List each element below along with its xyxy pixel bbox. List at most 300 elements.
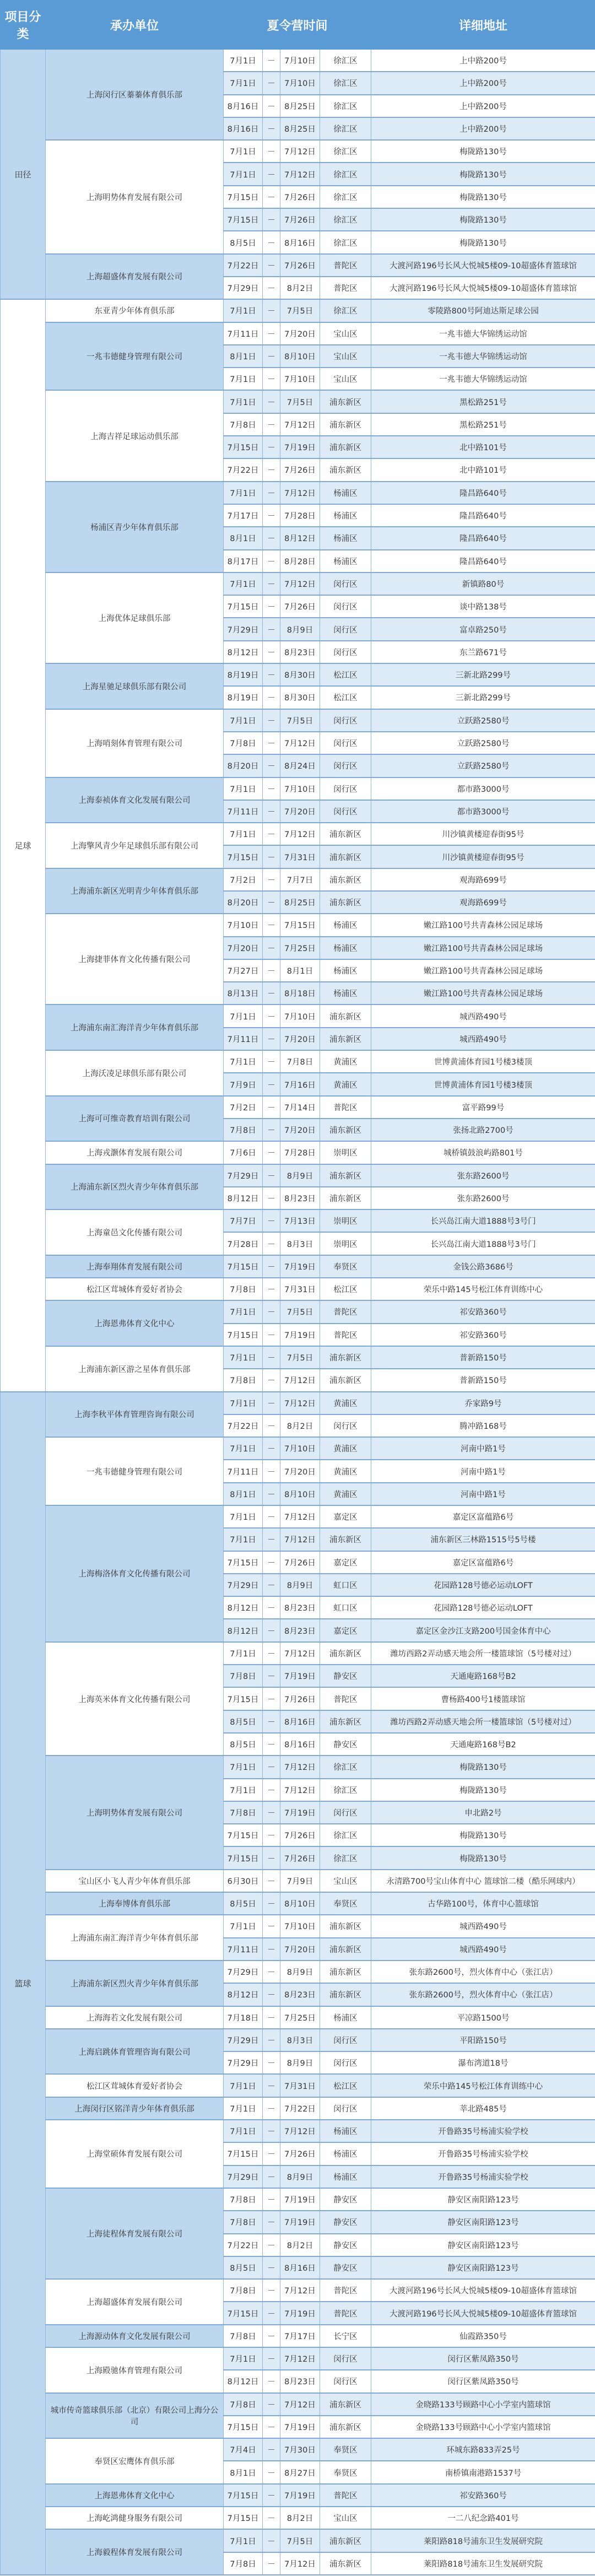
address-cell: 新镇路80号 xyxy=(371,573,595,595)
district-cell: 黄浦区 xyxy=(320,1073,371,1095)
date-separator: － xyxy=(263,1028,280,1050)
date-separator: － xyxy=(263,2461,280,2483)
date-separator: － xyxy=(263,663,280,686)
address-cell: 梅陇路130号 xyxy=(371,231,595,253)
start-date-cell: 7月15日 xyxy=(224,436,263,458)
date-separator: － xyxy=(263,914,280,936)
district-cell: 普陀区 xyxy=(320,1096,371,1119)
date-separator: － xyxy=(263,1528,280,1551)
start-date-cell: 7月8日 xyxy=(224,1278,263,1300)
category-cell: 足球 xyxy=(1,299,46,1391)
table-header-row xyxy=(1,1,595,50)
table-row xyxy=(1,663,595,686)
start-date-cell: 8月12日 xyxy=(224,1619,263,1641)
end-date-cell: 7月5日 xyxy=(280,2529,320,2552)
district-cell: 杨浦区 xyxy=(320,504,371,527)
start-date-cell: 8月1日 xyxy=(224,345,263,368)
end-date-cell: 7月10日 xyxy=(280,368,320,390)
date-separator: － xyxy=(263,618,280,640)
start-date-cell: 7月1日 xyxy=(224,390,263,413)
table-row xyxy=(1,1392,595,1414)
start-date-cell: 7月8日 xyxy=(224,1369,263,1391)
date-separator: － xyxy=(263,1437,280,1460)
end-date-cell: 7月7日 xyxy=(280,868,320,891)
address-cell: 城西路490号 xyxy=(371,1938,595,1961)
address-cell: 金钱公路3686号 xyxy=(371,1255,595,1278)
start-date-cell: 7月8日 xyxy=(224,1801,263,1824)
organizer-cell: 上海沃凌足球俱乐部有限公司 xyxy=(46,1050,224,1096)
end-date-cell: 7月10日 xyxy=(280,72,320,94)
end-date-cell: 8月30日 xyxy=(280,686,320,709)
start-date-cell: 7月8日 xyxy=(224,2393,263,2416)
address-cell: 张扬北路2700号 xyxy=(371,1119,595,1141)
date-separator: － xyxy=(263,1619,280,1641)
address-cell: 闵行区紫凤路350号 xyxy=(371,2370,595,2393)
organizer-cell: 上海浦东新区游之星体育俱乐部 xyxy=(46,1346,224,1392)
district-cell: 徐汇区 xyxy=(320,140,371,163)
start-date-cell: 7月1日 xyxy=(224,2529,263,2552)
start-date-cell: 7月22日 xyxy=(224,2234,263,2256)
start-date-cell: 8月19日 xyxy=(224,663,263,686)
date-separator: － xyxy=(263,482,280,504)
end-date-cell: 8月2日 xyxy=(280,277,320,299)
organizer-cell: 上海明势体育发展有限公司 xyxy=(46,1756,224,1869)
end-date-cell: 7月8日 xyxy=(280,1050,320,1073)
date-separator: － xyxy=(263,1209,280,1232)
date-separator: － xyxy=(263,2552,280,2575)
date-separator: － xyxy=(263,2370,280,2393)
district-cell: 崇明区 xyxy=(320,1141,371,1164)
address-cell: 开鲁路35号杨浦实验学校 xyxy=(371,2165,595,2188)
date-separator: － xyxy=(263,1164,280,1187)
end-date-cell: 7月12日 xyxy=(280,2347,320,2370)
address-cell: 静安区南阳路123号 xyxy=(371,2211,595,2233)
date-separator: － xyxy=(263,1574,280,1596)
header-category: 项目分类 xyxy=(1,1,46,50)
table-row xyxy=(1,1096,595,1119)
address-cell: 立跃路2580号 xyxy=(371,732,595,754)
end-date-cell: 7月31日 xyxy=(280,2074,320,2097)
district-cell: 闵行区 xyxy=(320,1801,371,1824)
table-row xyxy=(1,2484,595,2507)
start-date-cell: 7月1日 xyxy=(224,1756,263,1778)
district-cell: 普陀区 xyxy=(320,1300,371,1323)
address-cell: 一兆韦德大华锦绣运动馆 xyxy=(371,368,595,390)
address-cell: 花园路128号德必运动LOFT xyxy=(371,1596,595,1619)
start-date-cell: 8月1日 xyxy=(224,1483,263,1505)
address-cell: 莱阳路818号浦东卫生发展研究院 xyxy=(371,2529,595,2552)
organizer-cell: 上海恩弗体育文化中心 xyxy=(46,2484,224,2507)
address-cell: 观海路699号 xyxy=(371,868,595,891)
address-cell: 浦东新区三林路1515号5号楼 xyxy=(371,1528,595,1551)
organizer-cell: 杨浦区青少年体育俱乐部 xyxy=(46,482,224,573)
address-cell: 一二八纪念路401号 xyxy=(371,2507,595,2529)
start-date-cell: 8月5日 xyxy=(224,1892,263,1915)
organizer-cell: 上海闵行区铭洋青少年体育俱乐部 xyxy=(46,2097,224,2120)
date-separator: － xyxy=(263,140,280,163)
start-date-cell: 7月29日 xyxy=(224,2165,263,2188)
start-date-cell: 7月29日 xyxy=(224,1961,263,1983)
start-date-cell: 7月1日 xyxy=(224,573,263,595)
district-cell: 闵行区 xyxy=(320,1414,371,1437)
address-cell: 嫩江路100号共青森林公园足球场 xyxy=(371,959,595,982)
address-cell: 零陵路800号阿迪达斯足球公园 xyxy=(371,299,595,322)
end-date-cell: 8月25日 xyxy=(280,95,320,117)
address-cell: 莘北路485号 xyxy=(371,2097,595,2120)
start-date-cell: 7月8日 xyxy=(224,1665,263,1687)
address-cell: 城西路490号 xyxy=(371,1028,595,1050)
date-separator: － xyxy=(263,2051,280,2074)
date-separator: － xyxy=(263,2529,280,2552)
start-date-cell: 7月28日 xyxy=(224,1232,263,1255)
end-date-cell: 7月20日 xyxy=(280,1460,320,1482)
table-row xyxy=(1,1437,595,1460)
start-date-cell: 7月29日 xyxy=(224,277,263,299)
start-date-cell: 7月15日 xyxy=(224,1824,263,1846)
address-cell: 梅陇路130号 xyxy=(371,208,595,231)
address-cell: 申北路2号 xyxy=(371,1801,595,1824)
organizer-cell: 上海徒程体育发展有限公司 xyxy=(46,2188,224,2279)
district-cell: 闵行区 xyxy=(320,2347,371,2370)
start-date-cell: 6月30日 xyxy=(224,1870,263,1892)
table-row xyxy=(1,2438,595,2461)
date-separator: － xyxy=(263,1483,280,1505)
district-cell: 浦东新区 xyxy=(320,1915,371,1937)
start-date-cell: 7月15日 xyxy=(224,1551,263,1574)
date-separator: － xyxy=(263,868,280,891)
date-separator: － xyxy=(263,1300,280,1323)
date-separator: － xyxy=(263,299,280,322)
organizer-cell: 上海浦东南汇海洋青少年体育俱乐部 xyxy=(46,1005,224,1050)
end-date-cell: 8月16日 xyxy=(280,1710,320,1733)
address-cell: 嫩江路100号共青森林公园足球场 xyxy=(371,937,595,959)
date-separator: － xyxy=(263,413,280,436)
start-date-cell: 7月15日 xyxy=(224,2507,263,2529)
date-separator: － xyxy=(263,1255,280,1278)
start-date-cell: 7月15日 xyxy=(224,2416,263,2438)
organizer-cell: 上海浦东南汇海洋青少年体育俱乐部 xyxy=(46,1915,224,1961)
organizer-cell: 上海奉博体育俱乐部 xyxy=(46,1892,224,1915)
address-cell: 荣乐中路145号松江体育训练中心 xyxy=(371,1278,595,1300)
address-cell: 张东路2600号 xyxy=(371,1187,595,1209)
district-cell: 浦东新区 xyxy=(320,1938,371,1961)
organizer-cell: 上海浦东新区烈火青少年体育俱乐部 xyxy=(46,1164,224,1210)
table-row xyxy=(1,1209,595,1232)
start-date-cell: 7月1日 xyxy=(224,1392,263,1414)
district-cell: 闵行区 xyxy=(320,709,371,732)
start-date-cell: 7月11日 xyxy=(224,322,263,345)
start-date-cell: 7月15日 xyxy=(224,1687,263,1710)
end-date-cell: 7月16日 xyxy=(280,1073,320,1095)
date-separator: － xyxy=(263,891,280,914)
start-date-cell: 7月22日 xyxy=(224,1414,263,1437)
start-date-cell: 7月8日 xyxy=(224,2211,263,2233)
start-date-cell: 7月15日 xyxy=(224,845,263,868)
end-date-cell: 7月12日 xyxy=(280,823,320,845)
table-row xyxy=(1,1642,595,1665)
address-cell: 瀑布湾道18号 xyxy=(371,2051,595,2074)
date-separator: － xyxy=(263,322,280,345)
address-cell: 闵行区紫凤路350号 xyxy=(371,2347,595,2370)
address-cell: 梅陇路130号 xyxy=(371,163,595,185)
table-row xyxy=(1,2006,595,2029)
district-cell: 松江区 xyxy=(320,686,371,709)
end-date-cell: 7月20日 xyxy=(280,322,320,345)
start-date-cell: 8月5日 xyxy=(224,1733,263,1756)
start-date-cell: 7月1日 xyxy=(224,1005,263,1027)
organizer-cell: 上海屹鸿健身服务有限公司 xyxy=(46,2507,224,2529)
start-date-cell: 7月1日 xyxy=(224,777,263,800)
address-cell: 曹杨路400号1楼篮球馆 xyxy=(371,1687,595,1710)
header-organizer: 承办单位 xyxy=(46,1,224,50)
address-cell: 嘉定区富蕴路6号 xyxy=(371,1505,595,1528)
organizer-cell: 上海吉祥足球运动俱乐部 xyxy=(46,390,224,481)
address-cell: 天通庵路168号B2 xyxy=(371,1733,595,1756)
end-date-cell: 8月27日 xyxy=(280,2461,320,2483)
end-date-cell: 7月12日 xyxy=(280,573,320,595)
date-separator: － xyxy=(263,1414,280,1437)
district-cell: 普陀区 xyxy=(320,1687,371,1710)
date-separator: － xyxy=(263,2438,280,2461)
table-row xyxy=(1,2074,595,2097)
address-cell: 嫩江路100号共青森林公园足球场 xyxy=(371,982,595,1005)
address-cell: 张东路2600号，烈火体育中心（张江店） xyxy=(371,1983,595,2006)
start-date-cell: 7月17日 xyxy=(224,504,263,527)
district-cell: 浦东新区 xyxy=(320,1642,371,1665)
organizer-cell: 上海闵行区蓁蓁体育俱乐部 xyxy=(46,50,224,141)
end-date-cell: 8月30日 xyxy=(280,663,320,686)
address-cell: 祁安路360号 xyxy=(371,1324,595,1346)
district-cell: 杨浦区 xyxy=(320,2142,371,2165)
address-cell: 立跃路2580号 xyxy=(371,754,595,777)
end-date-cell: 7月26日 xyxy=(280,254,320,277)
district-cell: 静安区 xyxy=(320,1733,371,1756)
date-separator: － xyxy=(263,2211,280,2233)
address-cell: 大渡河路196号长风大悦城5楼09-10超盛体育篮球馆 xyxy=(371,2279,595,2302)
start-date-cell: 8月12日 xyxy=(224,1187,263,1209)
district-cell: 杨浦区 xyxy=(320,2165,371,2188)
start-date-cell: 7月4日 xyxy=(224,2438,263,2461)
date-separator: － xyxy=(263,595,280,618)
address-cell: 花园路128号德必运动LOFT xyxy=(371,1574,595,1596)
table-row xyxy=(1,322,595,345)
address-cell: 城桥镇鼓浪屿路801号 xyxy=(371,1141,595,1164)
table-row xyxy=(1,1278,595,1300)
address-cell: 都市路3000号 xyxy=(371,800,595,823)
end-date-cell: 7月22日 xyxy=(280,2097,320,2120)
organizer-cell: 一兆韦德健身管理有限公司 xyxy=(46,1437,224,1505)
address-cell: 静安区南阳路123号 xyxy=(371,2188,595,2211)
address-cell: 静安区南阳路123号 xyxy=(371,2234,595,2256)
date-separator: － xyxy=(263,186,280,208)
district-cell: 宝山区 xyxy=(320,322,371,345)
end-date-cell: 7月5日 xyxy=(280,709,320,732)
address-cell: 莱阳路818号浦东卫生发展研究院 xyxy=(371,2552,595,2575)
address-cell: 富卓路250号 xyxy=(371,618,595,640)
date-separator: － xyxy=(263,1892,280,1915)
date-separator: － xyxy=(263,550,280,573)
address-cell: 长兴岛江南大道1888号3号门 xyxy=(371,1232,595,1255)
address-cell: 普新路150号 xyxy=(371,1346,595,1369)
table-row xyxy=(1,2279,595,2302)
end-date-cell: 7月5日 xyxy=(280,390,320,413)
organizer-cell: 宝山区小飞人青少年体育俱乐部 xyxy=(46,1870,224,1892)
end-date-cell: 7月15日 xyxy=(280,914,320,936)
end-date-cell: 7月26日 xyxy=(280,208,320,231)
start-date-cell: 7月1日 xyxy=(224,1915,263,1937)
address-cell: 嫩江路100号共青森林公园足球场 xyxy=(371,914,595,936)
end-date-cell: 7月10日 xyxy=(280,50,320,72)
district-cell: 浦东新区 xyxy=(320,1028,371,1050)
date-separator: － xyxy=(263,1938,280,1961)
start-date-cell: 7月1日 xyxy=(224,299,263,322)
start-date-cell: 7月27日 xyxy=(224,959,263,982)
start-date-cell: 7月29日 xyxy=(224,2029,263,2051)
district-cell: 闵行区 xyxy=(320,800,371,823)
address-cell: 河南中路1号 xyxy=(371,1483,595,1505)
address-cell: 富平路99号 xyxy=(371,1096,595,1119)
table-row xyxy=(1,2393,595,2416)
date-separator: － xyxy=(263,1846,280,1869)
organizer-cell: 城市传奇篮球俱乐部（北京）有限公司上海分公司 xyxy=(46,2393,224,2439)
organizer-cell: 上海超盛体育发展有限公司 xyxy=(46,2279,224,2325)
start-date-cell: 7月1日 xyxy=(224,1437,263,1460)
start-date-cell: 7月8日 xyxy=(224,2552,263,2575)
end-date-cell: 7月19日 xyxy=(280,436,320,458)
district-cell: 杨浦区 xyxy=(320,937,371,959)
organizer-cell: 上海启跳体育管理咨询有限公司 xyxy=(46,2029,224,2075)
date-separator: － xyxy=(263,117,280,140)
end-date-cell: 7月26日 xyxy=(280,2142,320,2165)
end-date-cell: 7月19日 xyxy=(280,1324,320,1346)
end-date-cell: 7月19日 xyxy=(280,1255,320,1278)
end-date-cell: 7月12日 xyxy=(280,732,320,754)
start-date-cell: 7月2日 xyxy=(224,868,263,891)
start-date-cell: 7月7日 xyxy=(224,1209,263,1232)
district-cell: 松江区 xyxy=(320,1278,371,1300)
district-cell: 静安区 xyxy=(320,2234,371,2256)
address-cell: 隆昌路640号 xyxy=(371,482,595,504)
address-cell: 隆昌路640号 xyxy=(371,550,595,573)
organizer-cell: 上海戎灏体育发展有限公司 xyxy=(46,1141,224,1164)
date-separator: － xyxy=(263,845,280,868)
date-separator: － xyxy=(263,231,280,253)
date-separator: － xyxy=(263,254,280,277)
date-separator: － xyxy=(263,800,280,823)
address-cell: 嘉定区富蕴路6号 xyxy=(371,1551,595,1574)
end-date-cell: 8月10日 xyxy=(280,1892,320,1915)
table-row xyxy=(1,573,595,595)
end-date-cell: 7月20日 xyxy=(280,800,320,823)
end-date-cell: 7月19日 xyxy=(280,1801,320,1824)
start-date-cell: 8月20日 xyxy=(224,891,263,914)
organizer-cell: 上海泰祯体育文化发展有限公司 xyxy=(46,777,224,823)
date-separator: － xyxy=(263,937,280,959)
end-date-cell: 7月26日 xyxy=(280,1846,320,1869)
organizer-cell: 一兆韦德健身管理有限公司 xyxy=(46,322,224,391)
end-date-cell: 7月20日 xyxy=(280,1119,320,1141)
end-date-cell: 7月12日 xyxy=(280,163,320,185)
date-separator: － xyxy=(263,1983,280,2006)
end-date-cell: 7月14日 xyxy=(280,1096,320,1119)
address-cell: 一兆韦德大华锦绣运动馆 xyxy=(371,345,595,368)
address-cell: 天通庵路168号B2 xyxy=(371,1665,595,1687)
end-date-cell: 7月26日 xyxy=(280,1824,320,1846)
district-cell: 浦东新区 xyxy=(320,1961,371,1983)
date-separator: － xyxy=(263,2142,280,2165)
address-cell: 梅陇路130号 xyxy=(371,1824,595,1846)
end-date-cell: 7月30日 xyxy=(280,2438,320,2461)
date-separator: － xyxy=(263,1710,280,1733)
end-date-cell: 8月25日 xyxy=(280,117,320,140)
start-date-cell: 8月19日 xyxy=(224,686,263,709)
end-date-cell: 8月9日 xyxy=(280,2165,320,2188)
date-separator: － xyxy=(263,163,280,185)
district-cell: 闵行区 xyxy=(320,754,371,777)
end-date-cell: 8月23日 xyxy=(280,2370,320,2393)
end-date-cell: 7月12日 xyxy=(280,1505,320,1528)
date-separator: － xyxy=(263,2484,280,2507)
district-cell: 浦东新区 xyxy=(320,1119,371,1141)
table-row xyxy=(1,2325,595,2347)
district-cell: 宝山区 xyxy=(320,345,371,368)
end-date-cell: 8月3日 xyxy=(280,2029,320,2051)
district-cell: 闵行区 xyxy=(320,595,371,618)
date-separator: － xyxy=(263,2074,280,2097)
date-separator: － xyxy=(263,1278,280,1300)
date-separator: － xyxy=(263,823,280,845)
address-cell: 乔家路9号 xyxy=(371,1392,595,1414)
date-separator: － xyxy=(263,2234,280,2256)
date-separator: － xyxy=(263,754,280,777)
address-cell: 城西路490号 xyxy=(371,1005,595,1027)
table-row xyxy=(1,299,595,322)
end-date-cell: 7月12日 xyxy=(280,1528,320,1551)
start-date-cell: 7月22日 xyxy=(224,254,263,277)
end-date-cell: 7月19日 xyxy=(280,2302,320,2324)
district-cell: 闵行区 xyxy=(320,641,371,663)
address-cell: 川沙镇黄楼迎春街95号 xyxy=(371,823,595,845)
address-cell: 川沙镇黄楼迎春街95号 xyxy=(371,845,595,868)
end-date-cell: 7月5日 xyxy=(280,1300,320,1323)
date-separator: － xyxy=(263,1050,280,1073)
start-date-cell: 7月10日 xyxy=(224,914,263,936)
district-cell: 徐汇区 xyxy=(320,163,371,185)
address-cell: 梅陇路130号 xyxy=(371,186,595,208)
district-cell: 浦东新区 xyxy=(320,1005,371,1027)
table-row xyxy=(1,1961,595,1983)
date-separator: － xyxy=(263,1460,280,1482)
start-date-cell: 7月8日 xyxy=(224,732,263,754)
table-row xyxy=(1,254,595,277)
date-separator: － xyxy=(263,504,280,527)
address-cell: 一兆韦德大华锦绣运动馆 xyxy=(371,322,595,345)
address-cell: 河南中路1号 xyxy=(371,1460,595,1482)
header-time: 夏令营时间 xyxy=(224,1,371,50)
date-separator: － xyxy=(263,1096,280,1119)
start-date-cell: 7月1日 xyxy=(224,1300,263,1323)
address-cell: 世博黄浦体育园1号楼3楼顶 xyxy=(371,1050,595,1073)
date-separator: － xyxy=(263,777,280,800)
end-date-cell: 8月9日 xyxy=(280,2051,320,2074)
district-cell: 黄浦区 xyxy=(320,1392,371,1414)
end-date-cell: 8月3日 xyxy=(280,1232,320,1255)
district-cell: 徐汇区 xyxy=(320,208,371,231)
start-date-cell: 7月1日 xyxy=(224,1050,263,1073)
address-cell: 潍坊西路2弄动感天地会所一楼篮球馆（5号楼对过） xyxy=(371,1710,595,1733)
end-date-cell: 7月12日 xyxy=(280,1369,320,1391)
table-row xyxy=(1,390,595,413)
